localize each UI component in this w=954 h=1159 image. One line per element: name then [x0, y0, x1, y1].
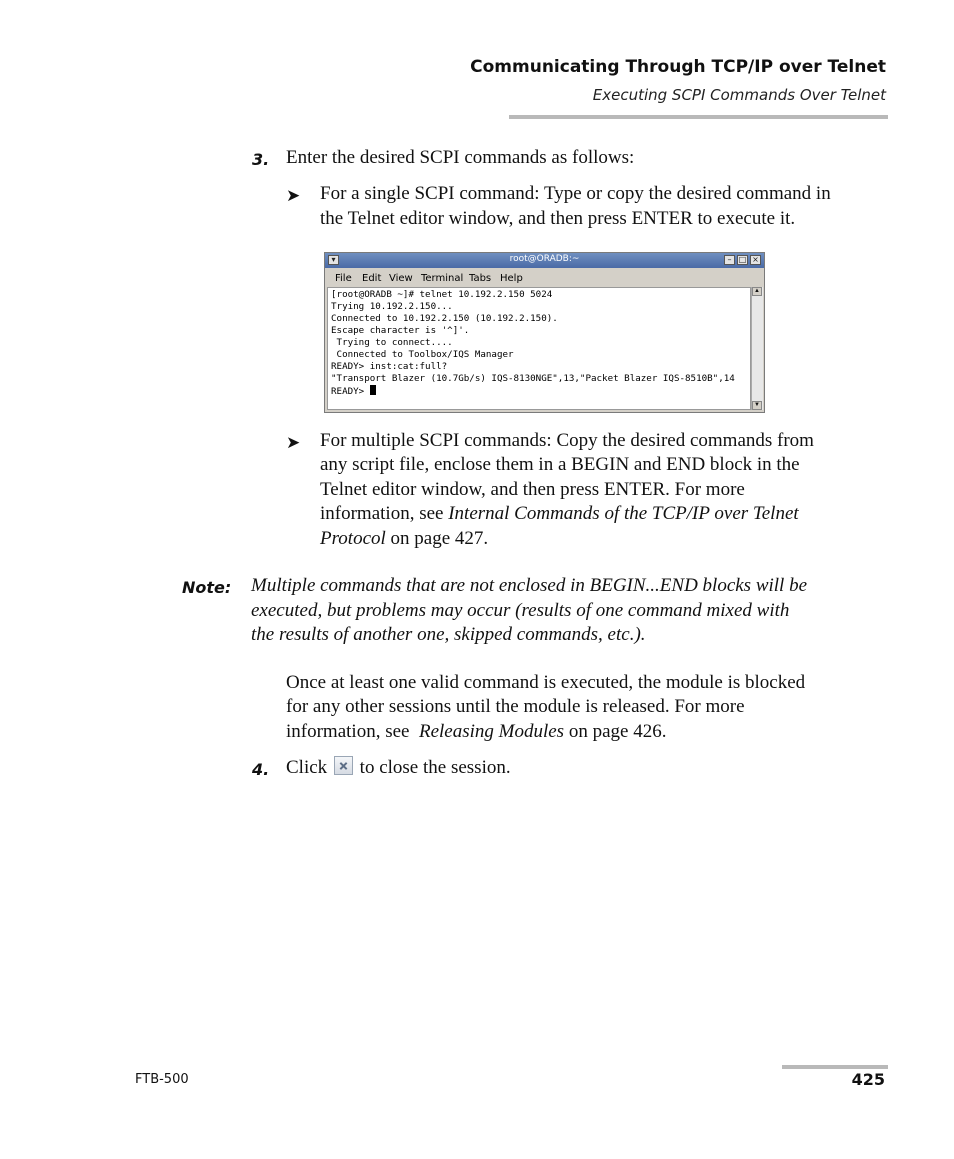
- bullet-1-glyph: ➤: [286, 186, 301, 205]
- menu-help: Help: [500, 273, 523, 284]
- page-number: 425: [851, 1070, 885, 1089]
- menu-edit: Edit: [362, 273, 382, 284]
- minimize-icon: –: [724, 255, 735, 265]
- para-line-3-pre: information, see: [286, 721, 419, 742]
- note-line-1: Multiple commands that are not enclosed in BEGIN...END blocks will be: [251, 575, 808, 596]
- footer-rule: [782, 1065, 888, 1069]
- scroll-down-icon: ▼: [752, 401, 762, 410]
- para-line-1: Once at least one valid command is executed, the module is blocked: [286, 672, 806, 693]
- terminal-line: Trying 10.192.2.150...: [331, 301, 453, 312]
- header-rule: [509, 115, 888, 119]
- window-menu-icon: ▾: [328, 255, 339, 265]
- bullet-2-line-5: [320, 527, 488, 552]
- terminal-title: root@ORADB:~: [509, 254, 580, 264]
- step-4-number: 4.: [252, 760, 270, 779]
- internal-commands-link[interactable]: Internal Commands of the TCP/IP over Telnet: [448, 503, 799, 524]
- para-line-3: [286, 720, 666, 745]
- maximize-icon: □: [738, 255, 747, 264]
- menu-tabs: Tabs: [469, 273, 492, 284]
- bullet-2-line-1: For multiple SCPI commands: Copy the desired commands from: [320, 430, 814, 451]
- step-4-text: [286, 756, 511, 781]
- menu-terminal: Terminal: [421, 273, 464, 284]
- terminal-cursor: [370, 385, 376, 395]
- releasing-modules-link[interactable]: Releasing Modules: [418, 721, 565, 742]
- bullet-2-glyph: ➤: [286, 433, 301, 452]
- step-3-number: 3.: [252, 150, 270, 169]
- terminal-line: Connected to 10.192.2.150 (10.192.2.150).: [331, 313, 558, 324]
- terminal-prompt-line: [331, 385, 735, 398]
- terminal-screen: [327, 287, 751, 410]
- scroll-up-icon: ▲: [752, 287, 762, 296]
- terminal-line: "Transport Blazer (10.7Gb/s) IQS-8130NGE",13,"Packet Blazer IQS-8510B",14: [331, 373, 735, 384]
- close-session-icon: [334, 756, 353, 775]
- footer-product: FTB-500: [135, 1072, 189, 1087]
- para-line-2: for any other sessions until the module is released. For more: [286, 696, 745, 717]
- internal-commands-link-cont[interactable]: Protocol: [320, 528, 386, 549]
- terminal-line: READY> inst:cat:full?: [331, 361, 448, 372]
- bullet-2-line-4: [320, 502, 799, 527]
- terminal-output: [331, 289, 735, 398]
- terminal-title-bar: [325, 253, 764, 268]
- terminal-prompt: READY>: [331, 386, 370, 397]
- note-line-2: executed, but problems may occur (results of one command mixed with: [251, 600, 790, 621]
- terminal-line: [root@ORADB ~]# telnet 10.192.2.150 5024: [331, 289, 553, 300]
- bullet-2-line-3: Telnet editor window, and then press ENTER. For more: [320, 479, 745, 500]
- terminal-line: Connected to Toolbox/IQS Manager: [331, 349, 514, 360]
- running-header-title: Communicating Through TCP/IP over Telnet: [470, 57, 886, 77]
- terminal-menu-bar: [325, 269, 764, 287]
- bullet-2-line-4-pre: information, see: [320, 503, 449, 524]
- step-4-pre: Click: [286, 757, 332, 778]
- step-3-text: Enter the desired SCPI commands as follows:: [286, 147, 635, 168]
- terminal-line: Trying to connect....: [331, 337, 453, 348]
- para-line-3-post: on page 426.: [564, 721, 667, 742]
- menu-file: File: [335, 273, 352, 284]
- bullet-1-line-1: For a single SCPI command: Type or copy the desired command in: [320, 183, 831, 204]
- bullet-1-line-2: the Telnet editor window, and then press ENTER to execute it.: [320, 208, 796, 229]
- bullet-2-line-5-post: on page 427.: [385, 528, 489, 549]
- bullet-2-line-2: any script file, enclose them in a BEGIN and END block in the: [320, 454, 800, 475]
- note-line-3: the results of another one, skipped commands, etc.).: [251, 624, 646, 645]
- menu-view: View: [389, 273, 413, 284]
- note-label: Note:: [182, 578, 232, 597]
- running-header-subtitle: Executing SCPI Commands Over Telnet: [592, 86, 886, 104]
- terminal-line: Escape character is '^]'.: [331, 325, 470, 336]
- step-4-post: to close the session.: [354, 757, 511, 778]
- terminal-scrollbar: [751, 287, 763, 410]
- close-window-icon: ×: [750, 255, 761, 265]
- telnet-terminal-screenshot: [324, 252, 765, 413]
